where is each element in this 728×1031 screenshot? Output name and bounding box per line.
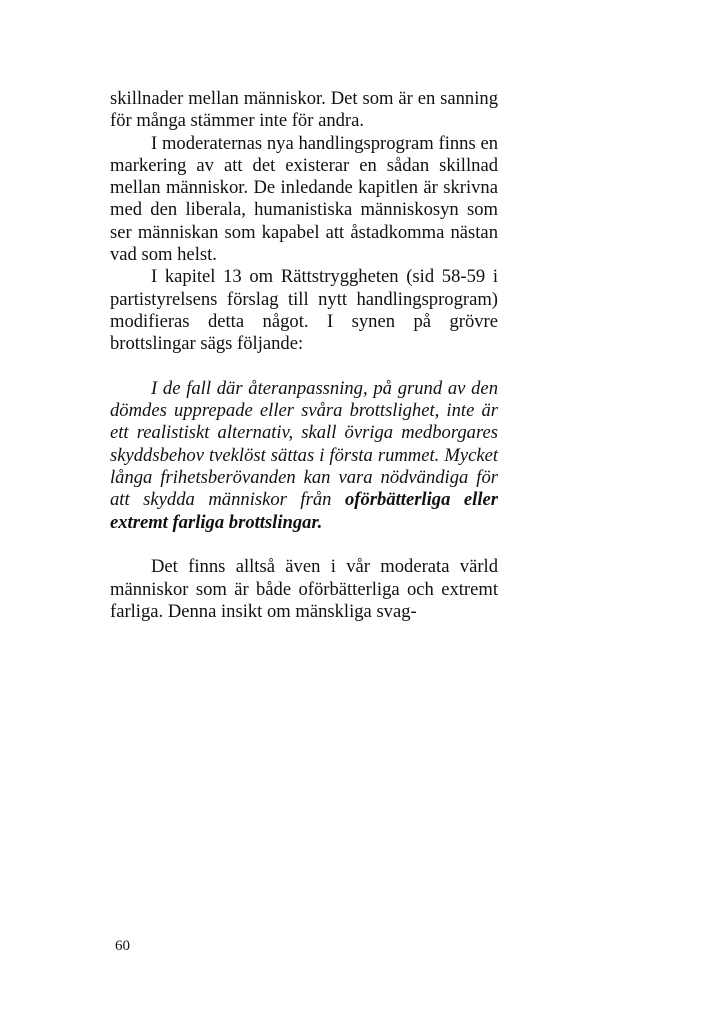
- block-quote: [110, 378, 498, 534]
- paragraph-3: I kapitel 13 om Rättstryggheten (sid 58-59 i partistyrelsens förslag till nytt handlingsprogram) modifieras detta något. I synen på grövre brottslingar sägs följande:: [110, 266, 498, 355]
- quote-text: I de fall där återanpassning, på grund av den dömdes upprepade eller svåra brottslighet, inte är ett realistiskt alternativ, skall övriga medborgares skyddsbehov tveklöst sättas i första rummet. Mycket långa frihetsberövanden kan vara nödvändiga för att skydda människor från: [110, 377, 498, 511]
- body-text: [110, 88, 498, 623]
- quote-bold-text: oförbätterliga eller extremt farliga brottslingar.: [110, 489, 498, 533]
- page-number: 60: [115, 938, 130, 954]
- paragraph-2: I moderaternas nya handlingsprogram finns en markering av att det existerar en sådan skillnad mellan människor. De inledande kapitlen är skrivna med den liberala, humanistiska människosyn som ser människan som kapabel att åstadkomma nästan vad som helst.: [110, 132, 498, 266]
- paragraph-closing: Det finns alltså även i vår moderata värld människor som är både oförbätterliga och extremt farliga. Denna insikt om mänskliga svag-: [110, 556, 498, 622]
- paragraph-1: skillnader mellan människor. Det som är en sanning för många stämmer inte för andra.: [110, 88, 498, 132]
